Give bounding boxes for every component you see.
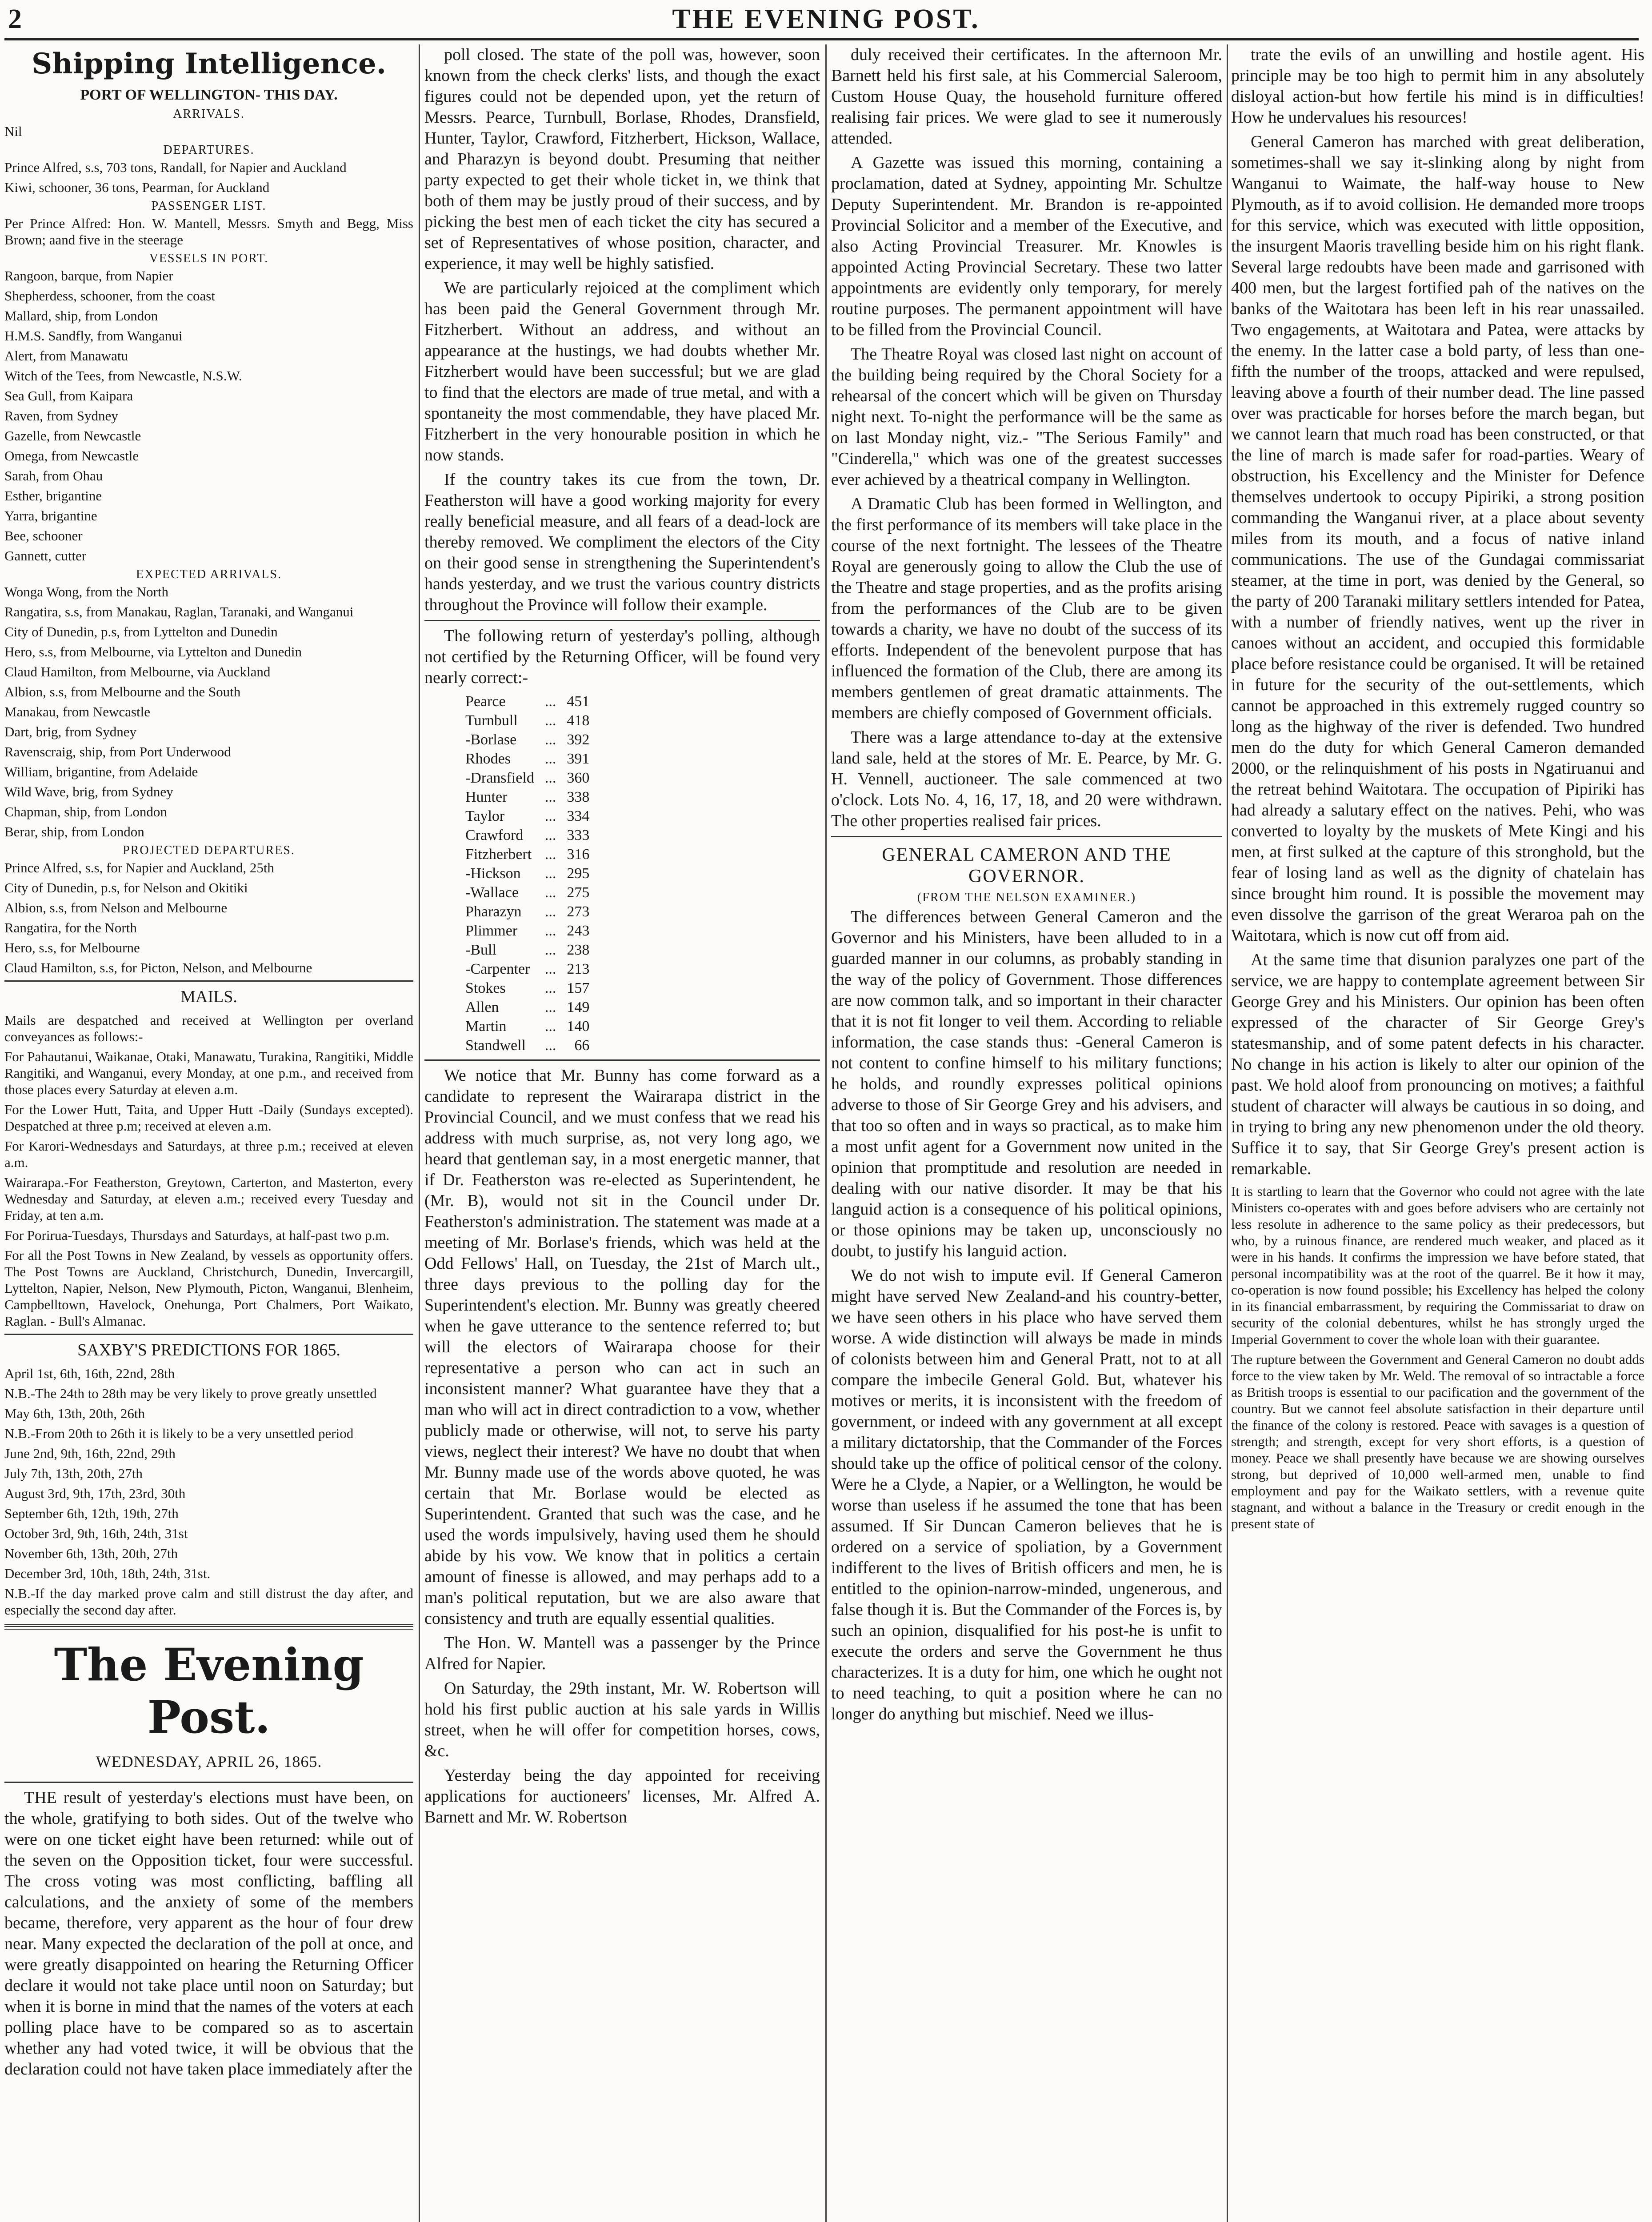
paragraph: For Karori-Wednesdays and Saturdays, at three p.m.; received at eleven a.m.: [4, 1138, 413, 1170]
leader-dots: ...: [544, 789, 556, 805]
editorial-body: [4, 1787, 413, 2080]
local-news: [424, 1065, 820, 1828]
poll-row: [460, 902, 595, 921]
paragraph: December 3rd, 10th, 18th, 24th, 31st.: [4, 1566, 211, 1581]
mails-body: [4, 1012, 413, 1329]
paragraph: Prince Alfred, s.s, 703 tons, Randall, for Napier and Auckland: [4, 160, 347, 175]
page-number: 2: [8, 4, 22, 34]
paragraph: If the country takes its cue from the town, Dr. Featherston will have a good working majority for every really beneficial measure, and all fears of a dead-lock are thereby removed. We compliment the electors of the City on their good sense in strengthening the Superintendent's hands yesterday, and we trust the various country districts throughout the Province will follow their example.: [424, 470, 820, 614]
candidate-name: Rhodes: [465, 751, 511, 767]
column-3: [831, 44, 1222, 2222]
leader-dots: ...: [544, 1037, 556, 1054]
vote-count: 157: [567, 980, 590, 996]
evening-post-masthead: The Evening Post.: [54, 1639, 364, 1743]
leader-dots: ...: [544, 942, 556, 958]
candidate-name: Fitzherbert: [465, 846, 532, 863]
paragraph: Berar, ship, from London: [4, 824, 144, 839]
newspaper-title: THE EVENING POST.: [672, 4, 980, 34]
mails-heading: MAILS.: [180, 987, 237, 1006]
paragraph: Raven, from Sydney: [4, 408, 118, 424]
paragraph: At the same time that disunion paralyzes one part of the service, we are happy to contemplate agreement between Sir George Grey and his Ministers. Our opinion has been often expressed of the character of Sir George Grey's statesmanship, and of some patent defects in his character. No change in his action is likely to alter our opinion of the past. We hold aloof from pronouncing on motives; a faithful student of character will always be cautious in so doing, and in trying to bring any new phenomenon under the old theory. Suffice it to say, that Sir George Grey's present action is remarkable.: [1231, 951, 1644, 1178]
paragraph: Gannett, cutter: [4, 548, 87, 563]
paragraph: Claud Hamilton, s.s, for Picton, Nelson, and Melbourne: [4, 960, 312, 975]
candidate-name: -Dransfield: [465, 770, 534, 786]
paragraph: Hero, s.s, for Melbourne: [4, 940, 140, 955]
paragraph: William, brigantine, from Adelaide: [4, 764, 198, 779]
expected-heading: EXPECTED ARRIVALS.: [136, 567, 282, 581]
paragraph: A Gazette was issued this morning, containing a proclamation, dated at Sydney, appointing Mr. Schultze Deputy Superintendent. Mr. Brandon is re-appointed Provincial Solicitor and a member of the Executive, and also Acting Provincial Treasurer. Mr. Knowles is appointed Acting Provincial Secretary. These two latter appointments are evidently only temporary, for merely routine purposes. The permanent appointment will have to be filled from the Provincial Council.: [831, 153, 1222, 339]
section-rule: [4, 1334, 413, 1335]
poll-row: [460, 921, 595, 940]
paragraph: Wild Wave, brig, from Sydney: [4, 784, 173, 799]
paragraph: duly received their certificates. In the afternoon Mr. Barnett held his first sale, at his Commercial Saleroom, Custom House Quay, the household furniture offered realising fair prices. We were glad to see it numerously attended.: [831, 45, 1222, 148]
poll-intro: [424, 626, 820, 688]
issue-date: WEDNESDAY, APRIL 26, 1865.: [96, 1753, 322, 1770]
paragraph: Witch of the Tees, from Newcastle, N.S.W.: [4, 368, 242, 384]
paragraph: It is startling to learn that the Governor who could not agree with the late Ministers co-operates with and goes before advisers who are certainly not less resolute in adherence to the same policy as their predecessors, but who, by a ruinous finance, are rendered much weaker, and placed as it were in his hands. It confirms the impression we have before stated, that personal incompatibility was at the root of the quarrel. Be it how it may, co-operation is now found possible; his Excellency has helped the colony in its financial embarrassment, by requiring the Commissariat to draw on security of the colonial debentures, whilst he has strongly urged the Imperial Government to cover the whole loan with their guarantee.: [1231, 1183, 1644, 1347]
poll-row: [460, 749, 595, 768]
candidate-name: -Borlase: [465, 731, 517, 748]
article-title: GENERAL CAMERON AND THE GOVERNOR.: [882, 845, 1172, 887]
candidate-name: Turnbull: [465, 712, 518, 729]
poll-row: [460, 768, 595, 787]
vessels-heading: VESSELS IN PORT.: [149, 252, 269, 265]
local-news-continued: [831, 44, 1222, 831]
paragraph: Rangatira, s.s, from Manakau, Raglan, Taranaki, and Wanganui: [4, 604, 354, 619]
leader-dots: ...: [544, 999, 556, 1015]
paragraph: Yesterday being the day appointed for receiving applications for auctioneers' licenses, Mr. Alfred A. Barnett and Mr. W. Robertson: [424, 1766, 820, 1826]
departures-list: [4, 159, 413, 196]
paragraph: Ravenscraig, ship, from Port Underwood: [4, 744, 231, 759]
paragraph: There was a large attendance to-day at the extensive land sale, held at the stores of Mr. E. Pearce, by Mr. G. H. Vennell, auctioneer. The sale commenced at two o'clock. Lots No. 4, 16, 17, 18, and 20 were withdrawn. The other properties realised fair prices.: [831, 728, 1222, 830]
shipping-masthead: Shipping Intelligence.: [31, 47, 387, 80]
departures-heading: DEPARTURES.: [163, 143, 255, 157]
paragraph: For Porirua-Tuesdays, Thursdays and Saturdays, at half-past two p.m.: [4, 1227, 390, 1243]
section-rule: [4, 980, 413, 982]
saxby-body: [4, 1365, 413, 1618]
leader-dots: ...: [544, 751, 556, 767]
paragraph: Dart, brig, from Sydney: [4, 724, 137, 739]
paragraph: We notice that Mr. Bunny has come forward as a candidate to represent the Wairarapa district in the Provincial Council, and we must confess that we read his address with much surprise, as, not very long ago, we heard that gentleman say, in a most energetic manner, that if Dr. Featherston was re-elected as Superintendent, he (Mr. B), would not sit in the Council under Dr. Featherston's administration. The statement was made at a meeting of Mr. Borlase's friends, which was held at the Odd Fellows' Hall, on Tuesday, the 21st of March ult., three days previous to the polling day for the Superintendent's election. Mr. Bunny was greatly cheered when he gave utterance to the sentence referred to; but will the electors of Wairarapa choose for their representative a person who can act in such an inconsistent manner? What guarantee have they that a man who will act in direct contradiction to a vow, whether publicly made or otherwise, will not, to serve his party views, neglect their interest? We have no doubt that when Mr. Bunny made use of the words above quoted, he was certain that Mr. Borlase would be elected as Superintendent. Granted that such was the case, and he used the words impulsively, having used them he should abide by his vow. We know that in politics a certain amount of finesse is allowed, and may perhaps add to a man's political reputation, but we are also aware that consistency and truth are equally essential qualities.: [424, 1066, 820, 1628]
leader-dots: ...: [544, 865, 556, 882]
section-rule: [831, 836, 1222, 837]
leader-dots: ...: [544, 884, 556, 901]
poll-table: [460, 692, 595, 1055]
passenger-list: Per Prince Alfred: Hon. W. Mantell, Messrs. Smyth and Begg, Miss Brown; aand five in the steerage: [4, 216, 413, 248]
vote-count: 295: [567, 865, 590, 882]
poll-row: [460, 940, 595, 959]
leader-dots: ...: [544, 712, 556, 729]
paragraph: July 7th, 13th, 20th, 27th: [4, 1466, 143, 1481]
paragraph: Hero, s.s, from Melbourne, via Lyttelton and Dunedin: [4, 644, 302, 659]
poll-row: [460, 1017, 595, 1036]
vote-count: 238: [567, 942, 590, 958]
paragraph: The rupture between the Government and General Cameron no doubt adds force to the view taken by Mr. Weld. The removal of so intractable a force as British troops is essential to our pacification and the government of the country. But we cannot feel absolute satisfaction in their departure until the finance of the colony is restored. Peace with savages is a question of strength; and strength, except for very short efforts, is a question of money. Peace we shall presently have because we are showing ourselves strong, but deprived of 10,000 well-armed men, unable to find employment and pay for the Waikato settlers, with a revenue quite stagnant, and without a balance in the Treasury or credit enough in the present state of: [1231, 1351, 1644, 1531]
candidate-name: -Wallace: [465, 884, 519, 901]
vote-count: 140: [567, 1018, 590, 1035]
paragraph: H.M.S. Sandfly, from Wanganui: [4, 328, 183, 344]
candidate-name: Martin: [465, 1018, 507, 1035]
paragraph: Wairarapa.-For Featherston, Greytown, Carterton, and Masterton, every Wednesday and Saturday, at eleven a.m.; received every Tuesday and Friday, at ten a.m.: [4, 1175, 413, 1223]
passenger-heading: PASSENGER LIST.: [151, 199, 267, 213]
leader-dots: ...: [544, 846, 556, 863]
paragraph: Gazelle, from Newcastle: [4, 428, 141, 444]
paragraph: Yarra, brigantine: [4, 508, 97, 524]
arrivals-list: [4, 123, 413, 140]
leader-dots: ...: [544, 980, 556, 996]
paragraph: September 6th, 12th, 19th, 27th: [4, 1506, 179, 1521]
paragraph: N.B.-From 20th to 26th it is likely to be a very unsettled period: [4, 1426, 354, 1441]
paragraph: Alert, from Manawatu: [4, 348, 128, 364]
paragraph: Sarah, from Ohau: [4, 468, 103, 484]
poll-row: [460, 959, 595, 979]
paragraph: Sea Gull, from Kaipara: [4, 388, 133, 404]
column-4: [1231, 44, 1644, 2222]
paragraph: June 2nd, 9th, 16th, 22nd, 29th: [4, 1446, 176, 1461]
column-2: [424, 44, 820, 2222]
vote-count: 243: [567, 923, 590, 939]
article-body: [831, 907, 1222, 1725]
paragraph: For Pahautanui, Waikanae, Otaki, Manawatu, Turakina, Rangitiki, Middle Rangitiki, and Wanganui, every Monday, at one p.m., and received from those places every Saturday at eleven a.m.: [4, 1049, 413, 1097]
candidate-name: Pharazyn: [465, 903, 522, 920]
paragraph: A Dramatic Club has been formed in Wellington, and the first performance of its members will take place in the course of the next fortnight. The lessees of the Theatre Royal are generously going to allow the Club the use of the Theatre and stage properties, and as the profits arising from the performances of the Club are to be given towards a charity, we have no doubt of the success of its efforts. Independent of the benevolent purpose that has influenced the formation of the Club, there are among its members gentlemen of great dramatic attainments. The members are chiefly composed of Government officials.: [831, 495, 1222, 722]
paragraph: Albion, s.s, from Melbourne and the South: [4, 684, 241, 699]
paragraph: Kiwi, schooner, 36 tons, Pearman, for Auckland: [4, 180, 270, 195]
poll-intro-text: The following return of yesterday's polling, although not certified by the Returning Officer, will be found very nearly correct:-: [424, 627, 820, 687]
candidate-name: Pearce: [465, 693, 506, 710]
paragraph: May 6th, 13th, 20th, 26th: [4, 1406, 145, 1421]
paragraph: April 1st, 6th, 16th, 22nd, 28th: [4, 1366, 175, 1381]
vote-count: 451: [567, 693, 590, 710]
paragraph: We do not wish to impute evil. If General Cameron might have served New Zealand-and his country-better, we have seen others in his place who have served them worse. A wide distinction will always be made in minds of colonists between him and General Pratt, not to at all compare the imbecile General Gold. But, whatever his motives or merits, it is inconsistent with the freedom of government, or indeed with any government at all except a military dictatorship, that the Commander of the Forces should take up the office of political censor of the colony. Were he a Clyde, a Napier, or a Wellington, he would be worse than useless if he assumed the tone that has been assumed. If Sir Duncan Cameron believes that he is ordered on a service of spoliation, by a Government indifferent to the lives of British officers and men, he is entitled to the opinion-narrow-minded, ungenerous, and false though it is. But the Commander of the Forces is, by such an opinion, disqualified for his post-he is unfit to execute the orders and serve the Government he thus characterizes. It is a duty for him, one which he ought not to need teaching, to quit a position where he can no longer do anything but mischief. Need we illus-: [831, 1266, 1222, 1723]
vote-count: 66: [574, 1037, 590, 1054]
column-divider: [419, 44, 420, 2222]
paragraph: City of Dunedin, p.s, from Lyttelton and Dunedin: [4, 624, 278, 639]
header-rule: [4, 38, 1639, 40]
leader-dots: ...: [544, 770, 556, 786]
poll-row: [460, 787, 595, 807]
paragraph: August 3rd, 9th, 17th, 23rd, 30th: [4, 1486, 186, 1501]
vote-count: 316: [567, 846, 590, 863]
section-rule: [424, 620, 820, 621]
editorial-continued: [424, 44, 820, 615]
paragraph: trate the evils of an unwilling and hostile agent. His principle may be too high to permit him in any absolutely disloyal action-but how fertile his mind is in difficulties! How he undervalues his resources!: [1231, 45, 1644, 127]
leader-dots: ...: [544, 827, 556, 843]
poll-row: [460, 1036, 595, 1055]
article-small-print: [1231, 1183, 1644, 1532]
paragraph: Esther, brigantine: [4, 488, 102, 504]
candidate-name: Hunter: [465, 789, 508, 805]
candidate-name: Taylor: [465, 808, 505, 824]
leader-dots: ...: [544, 903, 556, 920]
candidate-name: -Carpenter: [465, 961, 530, 977]
paragraph: poll closed. The state of the poll was, however, soon known from the check clerks' lists, and though the exact figures could not be depended upon, yet the return of Messrs. Pearce, Turnbull, Borlase, Rhodes, Dransfield, Hunter, Taylor, Crawford, Fitzherbert, Hickson, Wallace, and Pharazyn is beyond doubt. Presuming that neither party expected to get their whole ticket in, we think that both of them may be justly proud of their success, and by picking the best men of each ticket the city has secured a set of Representatives of whose position, character, and experience, it may well be highly satisfied.: [424, 45, 820, 273]
paragraph: City of Dunedin, p.s, for Nelson and Okitiki: [4, 880, 248, 895]
paragraph: Rangatira, for the North: [4, 920, 137, 935]
paragraph: Nil: [4, 124, 22, 139]
poll-row: [460, 845, 595, 864]
paragraph: Omega, from Newcastle: [4, 448, 139, 464]
poll-row: [460, 692, 595, 711]
paragraph: Wonga Wong, from the North: [4, 584, 168, 599]
vote-count: 213: [567, 961, 590, 977]
vote-count: 273: [567, 903, 590, 920]
paragraph: The Theatre Royal was closed last night on account of the building being required by the Choral Society for a rehearsal of the concert which will be given on Thursday night next. To-night the performance will be the same as on last Monday night, viz.- "The Serious Family" and "Cinderella," which was one of the greatest successes ever achieved by a theatrical company in Wellington.: [831, 345, 1222, 489]
vote-count: 334: [567, 808, 590, 824]
paragraph: N.B.-If the day marked prove calm and still distrust the day after, and especially the second day after.: [4, 1586, 413, 1618]
paragraph: Shepherdess, schooner, from the coast: [4, 288, 215, 304]
arrivals-heading: ARRIVALS.: [173, 107, 245, 121]
vote-count: 418: [567, 712, 590, 729]
leader-dots: ...: [544, 731, 556, 748]
paragraph: N.B.-The 24th to 28th may be very likely to prove greatly unsettled: [4, 1386, 377, 1401]
poll-row: [460, 807, 595, 826]
paragraph: For the Lower Hutt, Taita, and Upper Hutt -Daily (Sundays excepted). Despatched at three p.m; received at eleven a.m.: [4, 1102, 413, 1134]
article-source: (FROM THE NELSON EXAMINER.): [917, 891, 1136, 904]
saxby-heading: SAXBY'S PREDICTIONS FOR 1865.: [77, 1341, 340, 1359]
paragraph: Rangoon, barque, from Napier: [4, 268, 173, 284]
vote-count: 338: [567, 789, 590, 805]
masthead-rule: [4, 1624, 413, 1630]
paragraph: October 3rd, 9th, 16th, 24th, 31st: [4, 1526, 188, 1541]
paragraph: Prince Alfred, s.s, for Napier and Auckland, 25th: [4, 860, 274, 875]
expected-list: [4, 583, 413, 840]
poll-row: [460, 979, 595, 998]
section-rule: [4, 1782, 413, 1783]
vote-count: 149: [567, 999, 590, 1015]
paragraph: THE result of yesterday's elections must have been, on the whole, gratifying to both sides. Out of the twelve who were on one ticket eight have been returned: while out of the seven on the Opposition ticket, four were successful. The cross voting was most conflicting, baffling all calculations, and the anxiety of some of the members became, therefore, very apparent as the hour of four drew near. Many expected the declaration of the poll at once, and were greatly disappointed on hearing the Returning Officer declare it would not take place until noon on Saturday; but when it is borne in mind that the names of the voters at each polling place have to be compared so as to ascertain whether any had voted twice, it will be obvious that the declaration could not have taken place immediately after the: [4, 1788, 413, 2078]
poll-row: [460, 998, 595, 1017]
poll-row: [460, 730, 595, 749]
candidate-name: Stokes: [465, 980, 506, 996]
paragraph: The differences between General Cameron and the Governor and his Ministers, have been alluded to in a guarded manner in our columns, as probably standing in the way of the policy of Government. Those differences are now common talk, and so important in their character that it is not fit longer to veil them. According to reliable information, the case stands thus: -General Cameron is not content to confine himself to his military functions; he holds, and roundly expresses political opinions adverse to those of Sir George Grey and his advisers, and that too so often and in ways so practical, as to make him a most unfit agent for a Government now united in the opinion that promptitude and resolution are needed in dealing with our native disorder. It may be that his languid action is a consequence of his political opinions, or those opinions may be taken up, unconsciously no doubt, to justify his languid action.: [831, 907, 1222, 1260]
section-rule: [424, 1059, 820, 1061]
leader-dots: ...: [544, 1018, 556, 1035]
vote-count: 275: [567, 884, 590, 901]
paragraph: Manakau, from Newcastle: [4, 704, 150, 719]
column-divider: [1227, 44, 1228, 2222]
vote-count: 333: [567, 827, 590, 843]
paragraph: On Saturday, the 29th instant, Mr. W. Robertson will hold his first public auction at his sale yards in Willis street, when he will offer for competition horses, cows, &c.: [424, 1679, 820, 1760]
paragraph: Claud Hamilton, from Melbourne, via Auckland: [4, 664, 271, 679]
candidate-name: -Bull: [465, 942, 496, 958]
leader-dots: ...: [544, 923, 556, 939]
paragraph: The Hon. W. Mantell was a passenger by the Prince Alfred for Napier.: [424, 1634, 820, 1673]
leader-dots: ...: [544, 808, 556, 824]
paragraph: Mallard, ship, from London: [4, 308, 158, 324]
vessels-list: [4, 268, 413, 564]
port-line: PORT OF WELLINGTON- THIS DAY.: [80, 87, 338, 103]
candidate-name: Standwell: [465, 1037, 526, 1054]
paragraph: Mails are despatched and received at Wellington per overland conveyances as follows:-: [4, 1012, 413, 1044]
candidate-name: Plimmer: [465, 923, 518, 939]
paragraph: For all the Post Towns in New Zealand, by vessels as opportunity offers. The Post Towns are Auckland, Christchurch, Dunedin, Invercargill, Lyttelton, Napier, Nelson, New Plymouth, Picton, Wanganui, Blenheim, Campbelltown, Havelock, Onehunga, Port Chalmers, Port Waikato, Raglan. - Bull's Almanac.: [4, 1247, 413, 1329]
vote-count: 391: [567, 751, 590, 767]
poll-row: [460, 864, 595, 883]
column-divider: [825, 44, 827, 2222]
candidate-name: Allen: [465, 999, 499, 1015]
candidate-name: -Hickson: [465, 865, 521, 882]
paragraph: Albion, s.s, from Nelson and Melbourne: [4, 900, 228, 915]
poll-row: [460, 883, 595, 902]
column-1: [4, 44, 413, 2222]
leader-dots: ...: [544, 693, 556, 710]
paragraph: General Cameron has marched with great deliberation, sometimes-shall we say it-slinking along by night from Wanganui to Waimate, the half-way house to New Plymouth, as if to avoid collision. He demanded more troops for this service, which was executed with little opposition, the insurgent Maoris travelling beside him on his right flank. Several large redoubts have been made and garrisoned with 400 men, but the largest fortified pah of the natives on the banks of the Waitotara has been left in his rear unassailed. Two engagements, at Waitotara and Patea, were attacks by the enemy. In the latter case a bold party, of less than one-fifth the number of the troops, attacked and were repulsed, leaving above a fourth of their number dead. The line passed over was practicable for horses before the march began, but we cannot learn that much road has been constructed, or that the line of march is made safer for road-parties. Weary of obstruction, his Excellency and the Minister for Defence themselves undertook to occupy Pipiriki, a strong position commanding the Wanganui river, at a place about seventy miles from its mouth, and a focus of native inland communications. The use of the Gundagai commissariat steamer, at the time in port, was denied by the General, so the party of 200 Taranaki military settlers intended for Patea, with a number of friendly natives, went up the river in canoes without an accident, and occupied this formidable place before resistance could be organised. It will be retained in future for the security of the out-settlements, which cannot be approached in this extremely rugged country so long as the highway of the river is defended. Two hundred men do the duty for which General Cameron demanded 2000, or the relinquishment of his posts in Ngatiruanui and the retreat behind Waitotara. The occupation of Pipiriki has had already a salutary effect on the natives. Pehi, who was converted to loyalty by the muskets of Mete Kingi and his men, at first sulked at the capture of this stronghold, but the fear of losing land as well as the dignity of chatelain has since brought him round. It is possible the movement may even dissolve the garrison of the great Weraroa pah on the Waitotara, which is now cut off from aid.: [1231, 132, 1644, 945]
leader-dots: ...: [544, 961, 556, 977]
paragraph: Chapman, ship, from London: [4, 804, 167, 819]
candidate-name: Crawford: [465, 827, 524, 843]
vote-count: 360: [567, 770, 590, 786]
poll-row: [460, 711, 595, 730]
vote-count: 392: [567, 731, 590, 748]
projected-heading: PROJECTED DEPARTURES.: [123, 843, 295, 857]
projected-list: [4, 859, 413, 976]
paragraph: We are particularly rejoiced at the compliment which has been paid the General Government through Mr. Fitzherbert. Without an address, and without an appearance at the hustings, we had doubts whether Mr. Fitzherbert would have been successful; but we are glad to find that the electors are made of true metal, and with a spontaneity the most commendable, they have placed Mr. Fitzherbert in the very honourable position in which he now stands.: [424, 279, 820, 464]
paragraph: Bee, schooner: [4, 528, 83, 544]
article-continued: [1231, 44, 1644, 1179]
paragraph: November 6th, 13th, 20th, 27th: [4, 1546, 178, 1561]
poll-row: [460, 826, 595, 845]
